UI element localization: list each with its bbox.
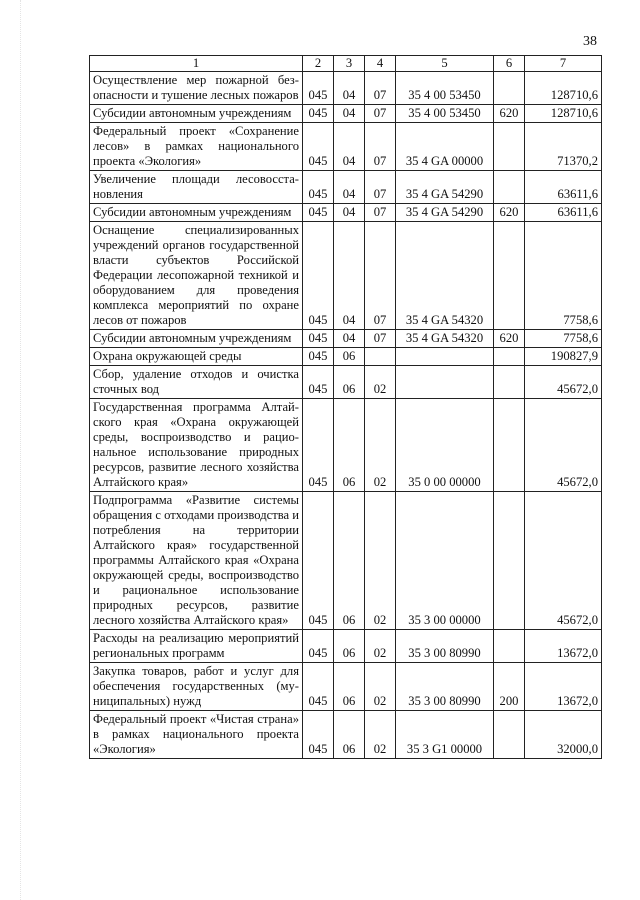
row-name-cell: Федеральный проект «Сохранение лесов» в рамках национального проекта «Экология» xyxy=(90,123,303,171)
subsection-code-cell: 02 xyxy=(365,711,396,759)
column-header: 5 xyxy=(396,56,494,72)
amount-cell: 190827,9 xyxy=(525,348,602,366)
subsection-code-cell: 07 xyxy=(365,123,396,171)
subsection-code-cell: 07 xyxy=(365,204,396,222)
section-code-cell: 06 xyxy=(334,630,365,663)
section-code-cell: 06 xyxy=(334,366,365,399)
expense-type-code-cell xyxy=(494,399,525,492)
row-name-cell: Осуществление мер пожарной безопасности и тушение лесных пожаров xyxy=(90,72,303,105)
amount-cell: 45672,0 xyxy=(525,492,602,630)
admin-code-cell: 045 xyxy=(303,330,334,348)
admin-code-cell: 045 xyxy=(303,663,334,711)
column-header: 7 xyxy=(525,56,602,72)
target-item-code-cell: 35 4 00 53450 xyxy=(396,72,494,105)
table-row xyxy=(90,204,602,222)
amount-cell: 45672,0 xyxy=(525,399,602,492)
expense-type-code-cell xyxy=(494,72,525,105)
column-header: 3 xyxy=(334,56,365,72)
admin-code-cell: 045 xyxy=(303,630,334,663)
target-item-code-cell: 35 3 00 80990 xyxy=(396,663,494,711)
expense-type-code-cell xyxy=(494,630,525,663)
admin-code-cell: 045 xyxy=(303,123,334,171)
table-row xyxy=(90,123,602,171)
admin-code-cell: 045 xyxy=(303,204,334,222)
admin-code-cell: 045 xyxy=(303,348,334,366)
target-item-code-cell: 35 0 00 00000 xyxy=(396,399,494,492)
amount-cell: 45672,0 xyxy=(525,366,602,399)
section-code-cell: 06 xyxy=(334,348,365,366)
admin-code-cell: 045 xyxy=(303,399,334,492)
subsection-code-cell: 07 xyxy=(365,171,396,204)
expense-type-code-cell xyxy=(494,366,525,399)
row-name-cell: Увеличение площади лесовосстановления xyxy=(90,171,303,204)
amount-cell: 71370,2 xyxy=(525,123,602,171)
subsection-code-cell: 02 xyxy=(365,630,396,663)
row-name-cell: Государственная программа Алтайского края «Охрана окружающей среды, воспроизводство и рациональное использование природных ресурсов, развитие лесного хозяйства Алтайского края» xyxy=(90,399,303,492)
admin-code-cell: 045 xyxy=(303,222,334,330)
admin-code-cell: 045 xyxy=(303,105,334,123)
column-header: 1 xyxy=(90,56,303,72)
column-header: 2 xyxy=(303,56,334,72)
target-item-code-cell: 35 3 G1 00000 xyxy=(396,711,494,759)
amount-cell: 128710,6 xyxy=(525,72,602,105)
expense-type-code-cell: 200 xyxy=(494,663,525,711)
row-name-cell: Охрана окружающей среды xyxy=(90,348,303,366)
row-name-cell: Субсидии автономным учреждениям xyxy=(90,204,303,222)
expense-type-code-cell xyxy=(494,348,525,366)
row-name-cell: Закупка товаров, работ и услуг для обеспечения государственных (муниципальных) нужд xyxy=(90,663,303,711)
table-row xyxy=(90,711,602,759)
table-row xyxy=(90,630,602,663)
admin-code-cell: 045 xyxy=(303,492,334,630)
subsection-code-cell xyxy=(365,348,396,366)
amount-cell: 13672,0 xyxy=(525,630,602,663)
budget-table xyxy=(89,55,602,759)
target-item-code-cell: 35 3 00 00000 xyxy=(396,492,494,630)
table-row xyxy=(90,330,602,348)
section-code-cell: 04 xyxy=(334,222,365,330)
page-number: 38 xyxy=(583,34,597,49)
subsection-code-cell: 07 xyxy=(365,72,396,105)
target-item-code-cell xyxy=(396,348,494,366)
target-item-code-cell: 35 3 00 80990 xyxy=(396,630,494,663)
table-row xyxy=(90,105,602,123)
target-item-code-cell: 35 4 GA 00000 xyxy=(396,123,494,171)
expense-type-code-cell xyxy=(494,711,525,759)
section-code-cell: 04 xyxy=(334,330,365,348)
subsection-code-cell: 07 xyxy=(365,105,396,123)
row-name-cell: Сбор, удаление отходов и очистка сточных вод xyxy=(90,366,303,399)
table-row xyxy=(90,366,602,399)
row-name-cell: Федеральный проект «Чистая страна» в рамках национального проекта «Экология» xyxy=(90,711,303,759)
expense-type-code-cell: 620 xyxy=(494,330,525,348)
section-code-cell: 06 xyxy=(334,663,365,711)
amount-cell: 63611,6 xyxy=(525,204,602,222)
target-item-code-cell: 35 4 GA 54320 xyxy=(396,330,494,348)
subsection-code-cell: 02 xyxy=(365,399,396,492)
column-header: 4 xyxy=(365,56,396,72)
subsection-code-cell: 02 xyxy=(365,663,396,711)
amount-cell: 13672,0 xyxy=(525,663,602,711)
admin-code-cell: 045 xyxy=(303,72,334,105)
table-header-row xyxy=(90,56,602,72)
table-row xyxy=(90,171,602,204)
row-name-cell: Оснащение специализированных учреждений органов государственной власти субъектов Российской Федерации лесопожарной техникой и оборудованием для проведения комплекса мероприятий по охране лесов от пожаров xyxy=(90,222,303,330)
subsection-code-cell: 02 xyxy=(365,492,396,630)
subsection-code-cell: 02 xyxy=(365,366,396,399)
section-code-cell: 06 xyxy=(334,711,365,759)
section-code-cell: 04 xyxy=(334,72,365,105)
column-header: 6 xyxy=(494,56,525,72)
expense-type-code-cell xyxy=(494,492,525,630)
subsection-code-cell: 07 xyxy=(365,330,396,348)
scan-margin-marks xyxy=(20,0,25,900)
expense-type-code-cell: 620 xyxy=(494,204,525,222)
section-code-cell: 04 xyxy=(334,105,365,123)
section-code-cell: 06 xyxy=(334,492,365,630)
expense-type-code-cell: 620 xyxy=(494,105,525,123)
table-row xyxy=(90,348,602,366)
table-row xyxy=(90,72,602,105)
row-name-cell: Подпрограмма «Развитие системы обращения с отходами производства и потребления на территории Алтайского края» государственной программы Алтайского края «Охрана окружающей среды, воспроизводство и рациональное использование природных ресурсов, развитие лесного хозяйства Алтайского края» xyxy=(90,492,303,630)
subsection-code-cell: 07 xyxy=(365,222,396,330)
table-row xyxy=(90,222,602,330)
expense-type-code-cell xyxy=(494,171,525,204)
section-code-cell: 04 xyxy=(334,204,365,222)
section-code-cell: 06 xyxy=(334,399,365,492)
table-row xyxy=(90,399,602,492)
amount-cell: 7758,6 xyxy=(525,330,602,348)
amount-cell: 63611,6 xyxy=(525,171,602,204)
row-name-cell: Расходы на реализацию мероприятий региональных программ xyxy=(90,630,303,663)
table-row xyxy=(90,663,602,711)
section-code-cell: 04 xyxy=(334,171,365,204)
target-item-code-cell: 35 4 GA 54320 xyxy=(396,222,494,330)
admin-code-cell: 045 xyxy=(303,171,334,204)
row-name-cell: Субсидии автономным учреждениям xyxy=(90,105,303,123)
target-item-code-cell: 35 4 GA 54290 xyxy=(396,204,494,222)
target-item-code-cell xyxy=(396,366,494,399)
amount-cell: 32000,0 xyxy=(525,711,602,759)
admin-code-cell: 045 xyxy=(303,366,334,399)
target-item-code-cell: 35 4 GA 54290 xyxy=(396,171,494,204)
section-code-cell: 04 xyxy=(334,123,365,171)
admin-code-cell: 045 xyxy=(303,711,334,759)
amount-cell: 128710,6 xyxy=(525,105,602,123)
expense-type-code-cell xyxy=(494,123,525,171)
table-row xyxy=(90,492,602,630)
target-item-code-cell: 35 4 00 53450 xyxy=(396,105,494,123)
amount-cell: 7758,6 xyxy=(525,222,602,330)
expense-type-code-cell xyxy=(494,222,525,330)
row-name-cell: Субсидии автономным учреждениям xyxy=(90,330,303,348)
